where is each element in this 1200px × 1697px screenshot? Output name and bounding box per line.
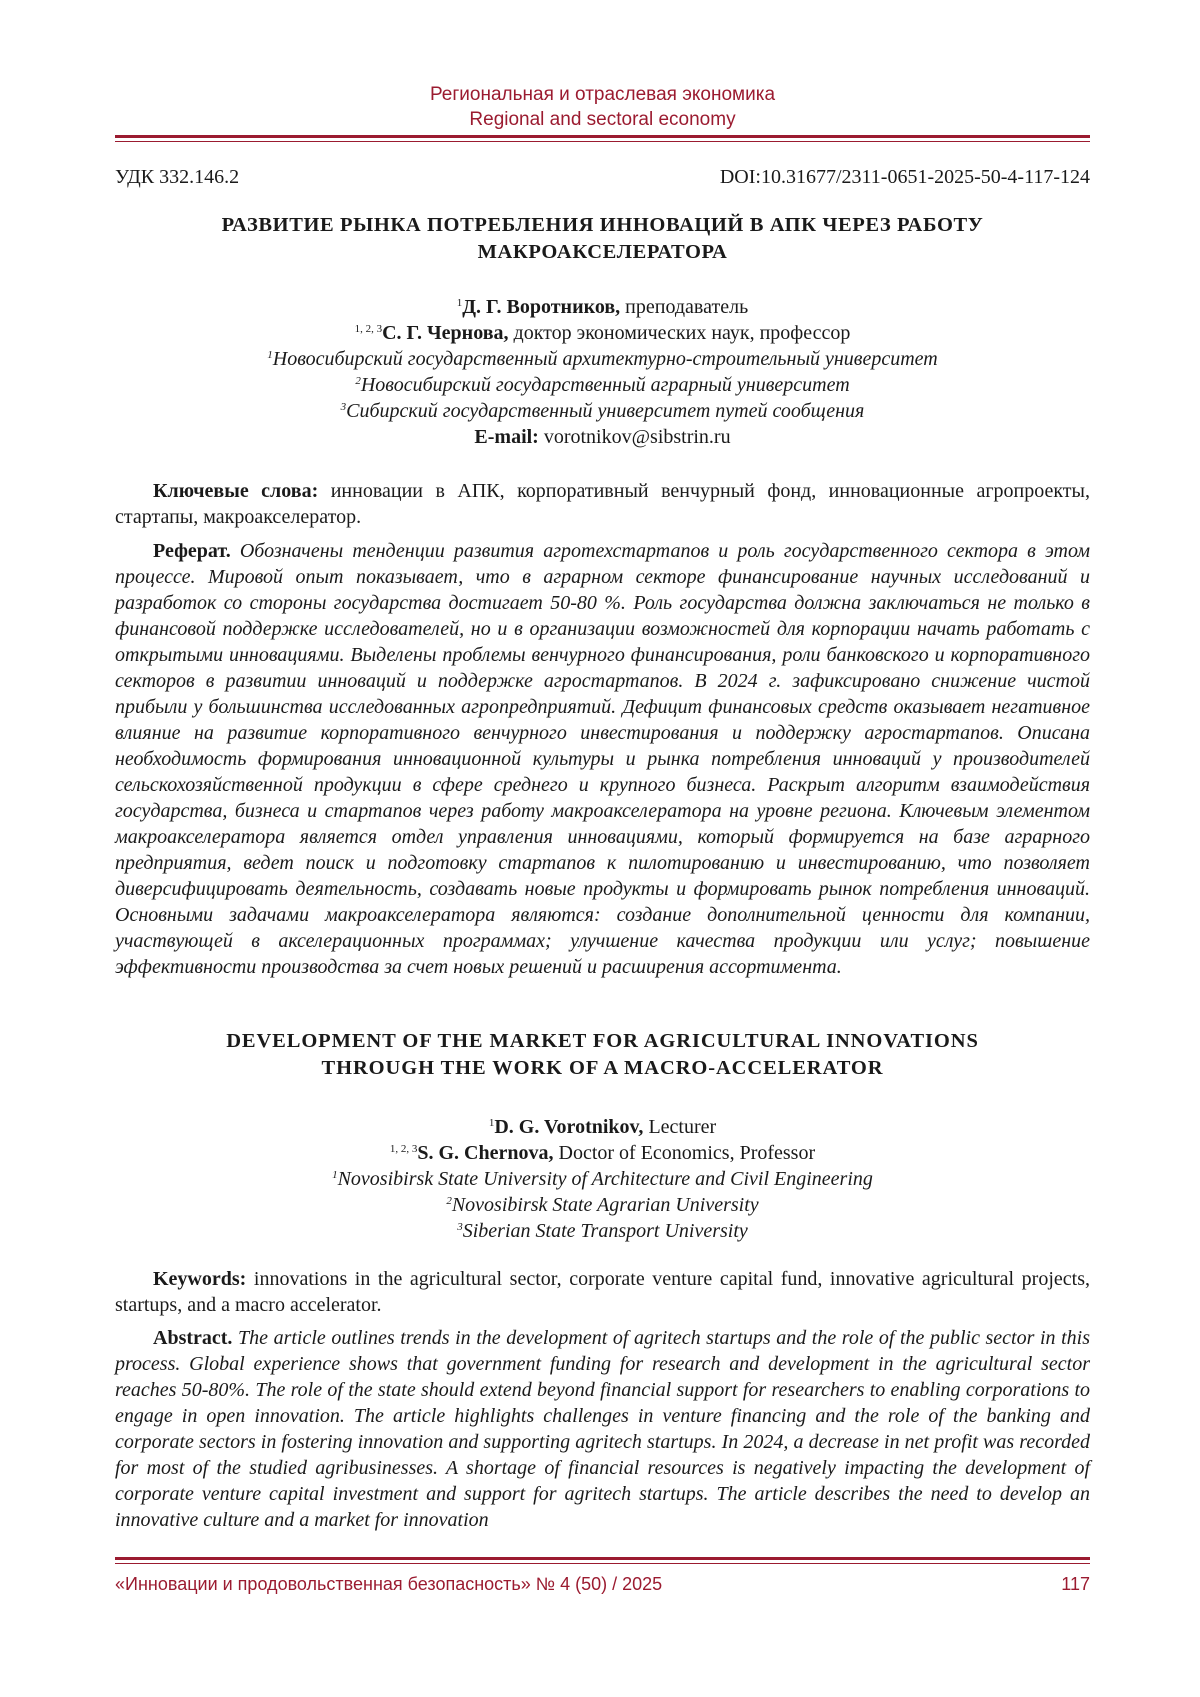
author-name: С. Г. Чернова, — [382, 322, 509, 344]
author-line: $^{1, 2, 3}$С. Г. Чернова, доктор экономических наук, профессор — [354, 322, 851, 344]
affiliation: $^1$Новосибирский государственный архитектурно-строительный университет — [267, 348, 938, 370]
article-title-ru — [115, 212, 1090, 266]
email-label: E-mail: — [474, 426, 539, 448]
journal-citation: «Инновации и продовольственная безопасность» № 4 (50) / 2025 — [115, 1574, 663, 1594]
abstract-label: Abstract. — [153, 1327, 233, 1349]
section-title-ru: Региональная и отраслевая экономика — [429, 84, 776, 105]
keywords-text: innovations in the agricultural sector, corporate venture capital fund, innovative agricultural projects, startups, and a macro accelerator. — [115, 1268, 1090, 1316]
affiliation: $^3$Siberian State Transport University — [457, 1220, 748, 1242]
title-ru-line-1: РАЗВИТИЕ РЫНКА ПОТРЕБЛЕНИЯ ИННОВАЦИЙ В АПК ЧЕРЕЗ РАБОТУ — [221, 214, 984, 236]
author-line: $^1$D. G. Vorotnikov, Lecturer — [488, 1116, 717, 1138]
affiliation: $^3$Сибирский государственный университет путей сообщения — [340, 400, 865, 422]
doi: DOI:10.31677/2311-0651-2025-50-4-117-124 — [719, 166, 1090, 188]
article-meta — [115, 166, 1090, 189]
keywords-label: Ключевые слова: — [153, 480, 319, 502]
article-page — [115, 0, 1090, 1697]
keywords-en — [115, 1266, 1090, 1318]
author-role: преподаватель — [620, 296, 749, 318]
article-title-en — [115, 1028, 1090, 1082]
authors-block-en — [115, 1114, 1090, 1244]
page-number: 117 — [1061, 1574, 1090, 1594]
abstract-text: The article outlines trends in the development of agritech startups and the role of the public sector in this process. Global experience shows that government funding for research and development in the agricultural sector reaches 50-80%. The role of the state should extend beyond financial support for researchers to enabling corporations to engage in open innovation. The article highlights challenges in venture financing and the role of the banking and corporate sectors in fostering innovation and supporting agritech startups. In 2024, a decrease in net profit was recorded for most of the studied agribusinesses. A shortage of financial resources is negatively impacting the development of corporate venture capital investment and support for agritech startups. The article describes the need to develop an innovative culture and a market for innovation — [115, 1327, 1090, 1531]
footer-divider — [115, 1557, 1090, 1564]
email-address[interactable]: vorotnikov@sibstrin.ru — [538, 426, 731, 448]
running-header — [115, 82, 1090, 132]
header-divider — [115, 135, 1090, 142]
affiliation: $^2$Novosibirsk State Agrarian University — [446, 1194, 759, 1216]
author-line: $^{1, 2, 3}$S. G. Chernova, Doctor of Economics, Professor — [389, 1142, 816, 1164]
author-role: Doctor of Economics, Professor — [553, 1142, 816, 1164]
title-en-line-2: THROUGH THE WORK OF A MACRO-ACCELERATOR — [321, 1057, 884, 1079]
abstract-en — [115, 1325, 1090, 1533]
author-name: S. G. Chernova, — [417, 1142, 554, 1164]
abstract-text: Обозначены тенденции развития агротехстартапов и роль государственного сектора в этом процессе. Мировой опыт показывает, что в аграрном секторе финансирование научных исследований и разработок со стороны государства достигает 50-80 %. Роль государства должна заключаться не только в финансовой поддержке исследователей, но и в организации возможностей для корпорации начать работать с открытыми инновациями. Выделены проблемы венчурного финансирования, роли банковского и корпоративного секторов в развитии инноваций и поддержке агростартапов. В 2024 г. зафиксировано снижение чистой прибыли у большинства исследованных агропредприятий. Дефицит финансовых средств оказывает негативное влияние на развитие корпоративного венчурного инвестирования и поддержку агростартапов. Описана необходимость формирования инновационной культуры и рынка потребления инноваций у производителей сельскохозяйственной продукции в сфере среднего и крупного бизнеса. Раскрыт алгоритм взаимодействия государства, бизнеса и стартапов через работу макроакселератора на уровне региона. Ключевым элементом макроакселератора является отдел управления инновациями, который формируется на базе аграрного предприятия, ведет поиск и подготовку стартапов к пилотированию и инвестированию, что позволяет диверсифицировать деятельность, создавать новые продукты и формировать рынок потребления инноваций. Основными задачами макроакселератора являются: создание дополнительной ценности для компании, участвующей в акселерационных программах; улучшение качества продукции или услуг; повышение эффективности производства за счет новых решений и расширения ассортимента. — [115, 540, 1090, 978]
keywords-text: инновации в АПК, корпоративный венчурный фонд, инновационные агропроекты, стартапы, макроакселератор. — [115, 480, 1090, 528]
title-ru-line-2: МАКРОАКСЕЛЕРАТОРА — [477, 241, 728, 263]
author-role: Lecturer — [643, 1116, 717, 1138]
affiliation: $^2$Новосибирский государственный аграрный университет — [355, 374, 850, 396]
page-footer — [115, 1574, 1090, 1595]
authors-block-ru — [115, 294, 1090, 450]
affiliation: $^1$Novosibirsk State University of Architecture and Civil Engineering — [332, 1168, 873, 1190]
author-role: доктор экономических наук, профессор — [508, 322, 851, 344]
abstract-ru — [115, 538, 1090, 980]
author-line: $^1$Д. Г. Воротников, преподаватель — [456, 296, 749, 318]
title-en-line-1: DEVELOPMENT OF THE MARKET FOR AGRICULTURAL INNOVATIONS — [226, 1030, 979, 1052]
abstract-label: Реферат. — [153, 540, 231, 562]
email-line — [115, 424, 1090, 450]
keywords-label: Keywords: — [153, 1268, 247, 1290]
keywords-ru — [115, 478, 1090, 530]
section-title-en: Regional and sectoral economy — [469, 109, 736, 130]
author-name: Д. Г. Воротников, — [462, 296, 621, 318]
author-name: D. G. Vorotnikov, — [494, 1116, 644, 1138]
udk-code: УДК 332.146.2 — [115, 166, 240, 188]
